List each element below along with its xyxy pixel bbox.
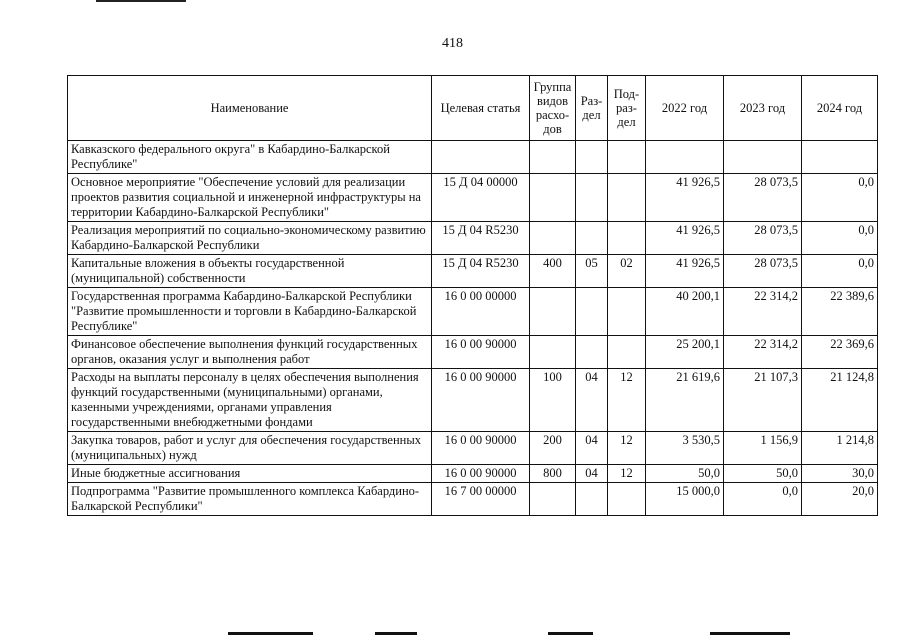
scan-edge-mark — [96, 0, 186, 2]
cell-group — [530, 174, 576, 222]
cell-name: Финансовое обеспечение выполнения функций государственных органов, оказания услуг и выполнения работ — [68, 336, 432, 369]
cell-2022: 50,0 — [646, 465, 724, 483]
scan-bottom-mark — [375, 632, 417, 635]
cell-2023: 28 073,5 — [724, 255, 802, 288]
cell-2024: 1 214,8 — [802, 432, 878, 465]
cell-2022: 3 530,5 — [646, 432, 724, 465]
cell-2023: 28 073,5 — [724, 174, 802, 222]
cell-target: 16 0 00 90000 — [432, 432, 530, 465]
cell-group: 800 — [530, 465, 576, 483]
cell-2024: 22 369,6 — [802, 336, 878, 369]
table-row — [68, 483, 878, 516]
cell-2022: 40 200,1 — [646, 288, 724, 336]
cell-name: Кавказского федерального округа" в Кабардино-Балкарской Республике" — [68, 141, 432, 174]
cell-target: 16 7 00 00000 — [432, 483, 530, 516]
cell-section — [576, 483, 608, 516]
cell-2023: 28 073,5 — [724, 222, 802, 255]
header-target: Целевая статья — [432, 76, 530, 141]
cell-target: 16 0 00 00000 — [432, 288, 530, 336]
cell-name: Основное мероприятие "Обеспечение условий для реализации проектов развития социальной и инженерной инфраструктуры на территории Кабардино-Балкарской Республики" — [68, 174, 432, 222]
cell-target — [432, 141, 530, 174]
table-row — [68, 141, 878, 174]
cell-section: 05 — [576, 255, 608, 288]
cell-subsection: 12 — [608, 465, 646, 483]
cell-2024: 20,0 — [802, 483, 878, 516]
cell-2023 — [724, 141, 802, 174]
cell-2024: 21 124,8 — [802, 369, 878, 432]
cell-subsection — [608, 336, 646, 369]
cell-2022: 15 000,0 — [646, 483, 724, 516]
cell-2023: 0,0 — [724, 483, 802, 516]
scan-bottom-mark — [548, 632, 593, 635]
cell-group — [530, 483, 576, 516]
cell-2022: 21 619,6 — [646, 369, 724, 432]
cell-2024: 30,0 — [802, 465, 878, 483]
cell-subsection — [608, 288, 646, 336]
page-number: 418 — [442, 36, 463, 51]
cell-2024: 0,0 — [802, 222, 878, 255]
cell-section: 04 — [576, 432, 608, 465]
cell-subsection — [608, 141, 646, 174]
cell-group — [530, 288, 576, 336]
cell-subsection — [608, 483, 646, 516]
cell-subsection: 12 — [608, 369, 646, 432]
header-subsection: Под-раз-дел — [608, 76, 646, 141]
cell-section — [576, 288, 608, 336]
cell-section — [576, 336, 608, 369]
cell-target: 15 Д 04 R5230 — [432, 222, 530, 255]
cell-2022: 25 200,1 — [646, 336, 724, 369]
cell-2022: 41 926,5 — [646, 255, 724, 288]
cell-group: 400 — [530, 255, 576, 288]
cell-subsection: 12 — [608, 432, 646, 465]
cell-name: Государственная программа Кабардино-Балкарской Республики "Развитие промышленности и торговли в Кабардино-Балкарской Республике" — [68, 288, 432, 336]
cell-section — [576, 222, 608, 255]
cell-target: 16 0 00 90000 — [432, 336, 530, 369]
cell-2023: 1 156,9 — [724, 432, 802, 465]
header-section: Раз-дел — [576, 76, 608, 141]
cell-group: 100 — [530, 369, 576, 432]
cell-2022 — [646, 141, 724, 174]
scan-bottom-mark — [228, 632, 313, 635]
cell-name: Подпрограмма "Развитие промышленного комплекса Кабардино-Балкарской Республики" — [68, 483, 432, 516]
table-row — [68, 336, 878, 369]
cell-subsection — [608, 174, 646, 222]
cell-name: Иные бюджетные ассигнования — [68, 465, 432, 483]
table-header-row — [68, 76, 878, 141]
cell-2024: 0,0 — [802, 174, 878, 222]
cell-name: Капитальные вложения в объекты государственной (муниципальной) собственности — [68, 255, 432, 288]
cell-target: 15 Д 04 R5230 — [432, 255, 530, 288]
cell-2022: 41 926,5 — [646, 174, 724, 222]
table-row — [68, 255, 878, 288]
table-row — [68, 222, 878, 255]
cell-group — [530, 141, 576, 174]
cell-target: 16 0 00 90000 — [432, 465, 530, 483]
cell-name: Расходы на выплаты персоналу в целях обеспечения выполнения функций государственными (муниципальными) органами, казенными учреждениями, органами управления государственными внебюджетными фондами — [68, 369, 432, 432]
cell-2024: 0,0 — [802, 255, 878, 288]
table-row — [68, 288, 878, 336]
cell-name: Реализация мероприятий по социально-экономическому развитию Кабардино-Балкарской Республики — [68, 222, 432, 255]
cell-group — [530, 222, 576, 255]
scan-bottom-mark — [710, 632, 790, 635]
cell-target: 16 0 00 90000 — [432, 369, 530, 432]
header-name: Наименование — [68, 76, 432, 141]
header-2024: 2024 год — [802, 76, 878, 141]
cell-2023: 21 107,3 — [724, 369, 802, 432]
budget-table — [67, 75, 878, 516]
cell-section — [576, 141, 608, 174]
cell-section — [576, 174, 608, 222]
cell-group: 200 — [530, 432, 576, 465]
table-row — [68, 432, 878, 465]
cell-group — [530, 336, 576, 369]
cell-subsection: 02 — [608, 255, 646, 288]
header-2022: 2022 год — [646, 76, 724, 141]
table-row — [68, 174, 878, 222]
table-row — [68, 369, 878, 432]
cell-2023: 50,0 — [724, 465, 802, 483]
cell-section: 04 — [576, 465, 608, 483]
cell-subsection — [608, 222, 646, 255]
cell-name: Закупка товаров, работ и услуг для обеспечения государственных (муниципальных) нужд — [68, 432, 432, 465]
cell-2024: 22 389,6 — [802, 288, 878, 336]
cell-target: 15 Д 04 00000 — [432, 174, 530, 222]
header-group: Группа видов расхо-дов — [530, 76, 576, 141]
table-row — [68, 465, 878, 483]
header-2023: 2023 год — [724, 76, 802, 141]
cell-2024 — [802, 141, 878, 174]
cell-2022: 41 926,5 — [646, 222, 724, 255]
cell-2023: 22 314,2 — [724, 288, 802, 336]
cell-section: 04 — [576, 369, 608, 432]
cell-2023: 22 314,2 — [724, 336, 802, 369]
